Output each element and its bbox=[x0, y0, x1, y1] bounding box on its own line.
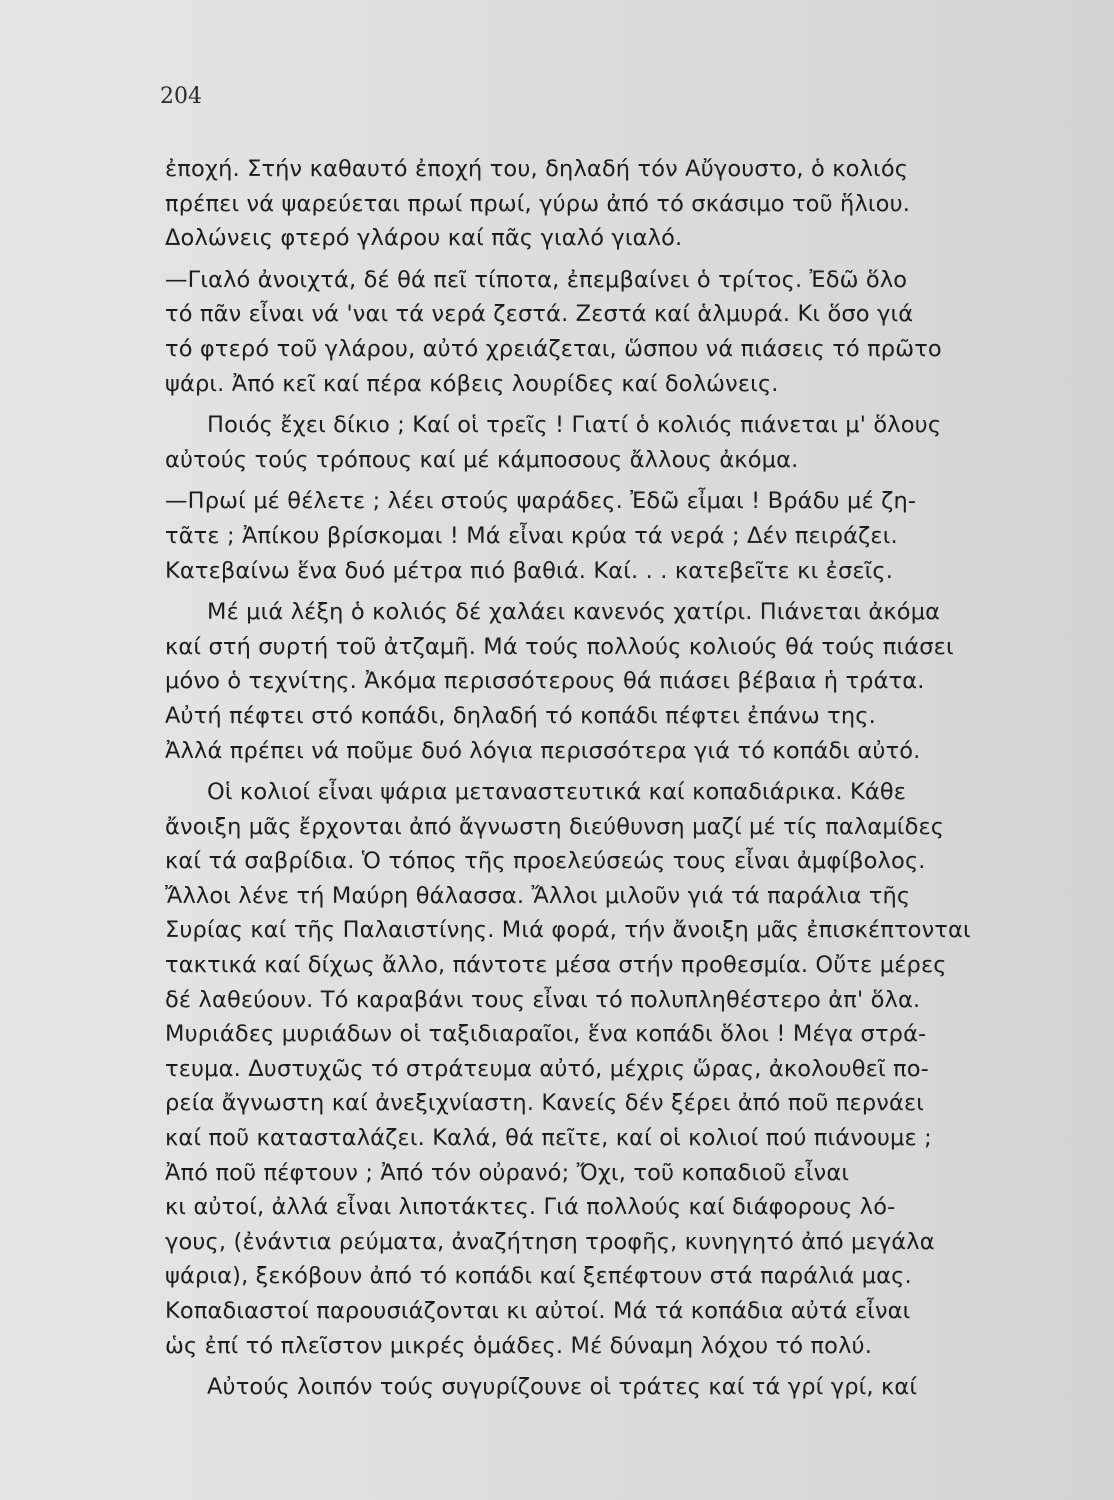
text-line: τό πᾶν εἶναι νά 'ναι τά νερά ζεστά. Ζεστά καί ἁλμυρά. Κι ὅσο γιά bbox=[165, 301, 914, 328]
text-line: Ἀπό ποῦ πέφτουν ; Ἀπό τόν οὐρανό; Ὄχι, τοῦ κοπαδιοῦ εἶναι bbox=[165, 1159, 850, 1186]
text-line: —Πρωί μέ θέλετε ; λέει στούς ψαράδες. Ἐδῶ εἶμαι ! Βράδυ μέ ζη- bbox=[165, 488, 917, 515]
text-line: μόνο ὁ τεχνίτης. Ἀκόμα περισσότερους θά πιάσει βέβαια ἡ τράτα. bbox=[165, 668, 925, 695]
text-line: Ἄλλοι λένε τή Μαύρη θάλασσα. Ἄλλοι μιλοῦν γιά τά παράλια τῆς bbox=[165, 882, 911, 909]
paragraph bbox=[165, 152, 1021, 256]
text-line: ρεία ἄγνωστη καί ἀνεξιχνίαστη. Κανείς δέν ξέρει ἀπό ποῦ περνάει bbox=[165, 1090, 925, 1117]
text-line: ἄνοιξη μᾶς ἔρχονται ἀπό ἄγνωστη διεύθυνση μαζί μέ τίς παλαμίδες bbox=[165, 813, 945, 840]
text-line: κι αὐτοί, ἀλλά εἶναι λιποτάκτες. Γιά πολλούς καί διάφορους λό- bbox=[165, 1194, 896, 1221]
text-line: τό φτερό τοῦ γλάρου, αὐτό χρειάζεται, ὥσπου νά πιάσεις τό πρῶτο bbox=[165, 335, 942, 362]
text-line: ὡς ἐπί τό πλεῖστον μικρές ὁμάδες. Μέ δύναμη λόχου τό πολύ. bbox=[165, 1332, 873, 1359]
text-line: Κοπαδιαστοί παρουσιάζονται κι αὐτοί. Μά τά κοπάδια αὐτά εἶναι bbox=[165, 1298, 911, 1324]
paragraph bbox=[165, 408, 1021, 477]
text-line: τακτικά καί δίχως ἄλλο, πάντοτε μέσα στήν προθεσμία. Οὔτε μέρες bbox=[165, 952, 947, 979]
text-line: Αὐτή πέφτει στό κοπάδι, δηλαδή τό κοπάδι πέφτει ἐπάνω της. bbox=[165, 702, 876, 729]
text-line: Ποιός ἔχει δίκιο ; Καί οἱ τρεῖς ! Γιατί ὁ κολιός πιάνεται μ' ὅλους bbox=[207, 412, 942, 439]
text-line: Συρίας καί τῆς Παλαιστίνης. Μιά φορά, τήν ἄνοιξη μᾶς ἐπισκέπτονται bbox=[165, 917, 971, 944]
text-line: Μυριάδες μυριάδων οἱ ταξιδιαραῖοι, ἕνα κοπάδι ὅλοι ! Μέγα στρά- bbox=[165, 1021, 927, 1048]
text-line: γους, (ἐνάντια ρεύματα, ἀναζήτηση τροφῆς, κυνηγητό ἀπό μεγάλα bbox=[165, 1228, 935, 1255]
text-line: Κατεβαίνω ἕνα δυό μέτρα πιό βαθιά. Καί. . . κατεβεῖτε κι ἐσεῖς. bbox=[165, 557, 894, 584]
paragraph bbox=[165, 1370, 1021, 1405]
text-line: καί ποῦ κατασταλάζει. Καλά, θά πεῖτε, καί οἱ κολιοί πού πιάνουμε ; bbox=[165, 1125, 932, 1152]
text-line: Αὐτούς λοιπόν τούς συγυρίζουνε οἱ τράτες καί τά γρί γρί, καί bbox=[207, 1374, 918, 1401]
paragraph bbox=[165, 263, 1021, 401]
text-line: —Γιαλό ἀνοιχτά, δέ θά πεῖ τίποτα, ἐπεμβαίνει ὁ τρίτος. Ἐδῶ ὅλο bbox=[165, 266, 908, 293]
paragraph bbox=[165, 484, 1021, 588]
text-line: καί στή συρτή τοῦ ἀτζαμῆ. Μά τούς πολλούς κολιούς θά τούς πιάσει bbox=[165, 633, 954, 660]
text-line: ἐποχή. Στήν καθαυτό ἐποχή του, δηλαδή τόν Αὔγουστο, ὁ κολιός bbox=[165, 156, 909, 182]
text-line: ψάρια), ξεκόβουν ἀπό τό κοπάδι καί ξεπέφτουν στά παράλιά μας. bbox=[165, 1263, 912, 1290]
text-line: πρέπει νά ψαρεύεται πρωί πρωί, γύρω ἀπό τό σκάσιμο τοῦ ἥλιου. bbox=[165, 190, 911, 217]
text-line: ψάρι. Ἀπό κεῖ καί πέρα κόβεις λουρίδες καί δολώνεις. bbox=[165, 370, 779, 397]
text-line: τᾶτε ; Ἀπίκου βρίσκομαι ! Μά εἶναι κρύα τά νερά ; Δέν πειράζει. bbox=[165, 522, 898, 549]
text-line: αὐτούς τούς τρόπους καί μέ κάμποσους ἄλλους ἀκόμα. bbox=[165, 446, 799, 473]
page-number: 204 bbox=[160, 84, 202, 109]
paragraph bbox=[165, 775, 1021, 1363]
text-line: τευμα. Δυστυχῶς τό στράτευμα αὐτό, μέχρις ὥρας, ἀκολουθεῖ πο- bbox=[165, 1055, 929, 1082]
text-line: δέ λαθεύουν. Τό καραβάνι τους εἶναι τό πολυπληθέστερο ἀπ' ὅλα. bbox=[165, 986, 921, 1013]
body-text bbox=[165, 152, 1021, 1412]
text-line: Δολώνεις φτερό γλάρου καί πᾶς γιαλό γιαλό. bbox=[165, 225, 683, 252]
text-line: Ἀλλά πρέπει νά ποῦμε δυό λόγια περισσότερα γιά τό κοπάδι αὐτό. bbox=[165, 737, 921, 764]
text-line: καί τά σαβρίδια. Ὁ τόπος τῆς προελεύσεώς τους εἶναι ἀμφίβολος. bbox=[165, 848, 926, 875]
paragraph bbox=[165, 595, 1021, 768]
text-line: Οἱ κολιοί εἶναι ψάρια μεταναστευτικά καί κοπαδιάρικα. Κάθε bbox=[207, 779, 907, 806]
text-line: Μέ μιά λέξη ὁ κολιός δέ χαλάει κανενός χατίρι. Πιάνεται ἀκόμα bbox=[207, 599, 941, 626]
